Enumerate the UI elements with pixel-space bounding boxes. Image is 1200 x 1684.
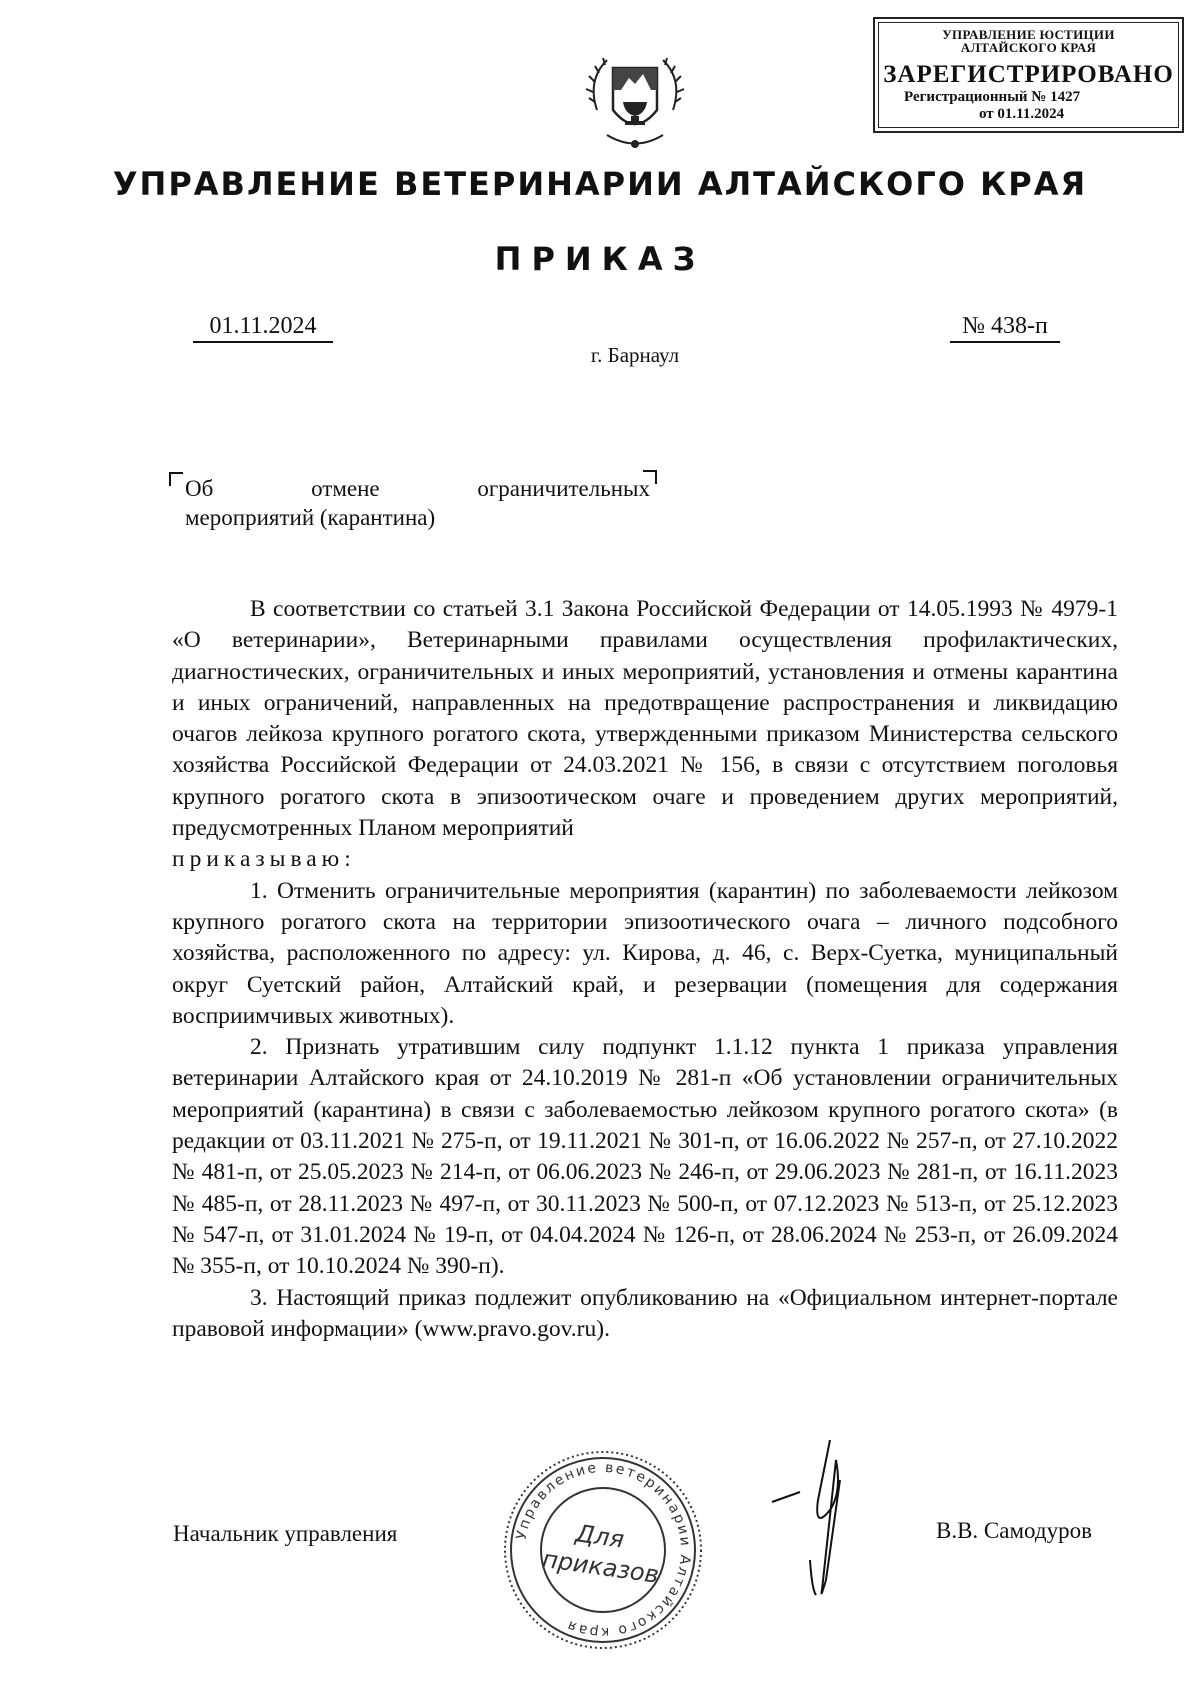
coat-of-arms-icon bbox=[577, 40, 693, 156]
registration-stamp bbox=[873, 17, 1184, 133]
body-item-3: 3. Настоящий приказ подлежит опубликованию на «Официальном интернет-портале правовой информации» (www.pravo.gov.ru). bbox=[172, 1284, 1118, 1342]
subject-word: отмене bbox=[311, 476, 380, 501]
registration-date: от 01.11.2024 bbox=[979, 106, 1065, 122]
handwritten-signature bbox=[770, 1440, 890, 1600]
body-item-2: 2. Признать утратившим силу подпункт 1.1.12 пункта 1 приказа управления ветеринарии Алтайского края от 24.10.2019 № 281-п «Об установлении ограничительных мероприятий (карантина) в связи с заболеваемостью лейкозом крупного рогатого скота» (в редакции от 03.11.2021 № 275-п, от 19.11.2021 № 301-п, от 16.06.2022 № 257-п, от 27.10.2022 № 481-п, от 25.05.2023 № 214-п, от 06.06.2023 № 246-п, от 29.06.2023 № 281-п, от 16.11.2023 № 485-п, от 28.11.2023 № 497-п, от 30.11.2023 № 500-п, от 07.12.2023 № 513-п, от 25.12.2023 № 547-п, от 31.01.2024 № 19-п, от 04.04.2024 № 126-п, от 28.06.2024 № 253-п, от 26.09.2024 № 355-п, от 10.10.2024 № 390-п). bbox=[172, 1034, 1118, 1280]
document-type: ПРИКАЗ bbox=[494, 240, 706, 278]
organization-title: УПРАВЛЕНИЕ ВЕТЕРИНАРИИ АЛТАЙСКОГО КРАЯ bbox=[112, 165, 1088, 203]
signer-position: Начальник управления bbox=[173, 1521, 398, 1546]
document-body bbox=[172, 594, 1118, 1345]
seal-ring-text: Управление ветеринарии Алтайского края bbox=[513, 1459, 694, 1641]
body-preamble: В соответствии со статьей 3.1 Закона Российской Федерации от 14.05.1993 № 4979-1 «О ветеринарии», Ветеринарными правилами осуществления профилактических, диагностических, ограничительных и иных мероприятий, установления и отмены карантина и иных ограничений, направленных на предотвращение распространения и ликвидацию очагов лейкоза крупного рогатого скота, утвержденными приказом Министерства сельского хозяйства Российской Федерации от 24.03.2021 № 156, в связи с отсутствием поголовья крупного рогатого скота в эпизоотическом очаге и проведением других мероприятий, предусмотренных Планом мероприятий bbox=[172, 596, 1118, 842]
signer-name: В.В. Самодуров bbox=[936, 1518, 1092, 1543]
registration-status: ЗАРЕГИСТРИРОВАНО bbox=[883, 61, 1174, 88]
subject-word: Об bbox=[185, 476, 214, 501]
subject-corner-left bbox=[169, 472, 183, 486]
subject-line-2: мероприятий (карантина) bbox=[185, 505, 436, 530]
document-date: 01.11.2024 bbox=[193, 311, 333, 343]
subject-word: ограничительных bbox=[477, 476, 650, 501]
document-city: г. Барнаул bbox=[590, 343, 680, 367]
seal-center-line-2: приказов bbox=[540, 1544, 661, 1589]
document-subject bbox=[185, 474, 650, 532]
registration-number: Регистрационный № 1427 bbox=[904, 89, 1081, 105]
body-item-1: 1. Отменить ограничительные мероприятия (карантин) по заболеваемости лейкозом крупного рогатого скота на территории эпизоотического очага – личного подсобного хозяйства, расположенного по адресу: ул. Кирова, д. 46, с. Верх-Суетка, муниципальный округ Суетский район, Алтайский край, и резервации (помещения для содержания восприимчивых животных). bbox=[172, 877, 1118, 1029]
official-seal bbox=[500, 1447, 706, 1653]
document-number: № 438-п bbox=[950, 311, 1060, 343]
body-order-word: приказываю: bbox=[172, 846, 356, 873]
registration-org-line-2: АЛТАЙСКОГО КРАЯ bbox=[960, 40, 1097, 55]
seal-center-line-1: Для bbox=[573, 1519, 626, 1554]
registration-org-line-1: УПРАВЛЕНИЕ ЮСТИЦИИ bbox=[942, 27, 1115, 42]
